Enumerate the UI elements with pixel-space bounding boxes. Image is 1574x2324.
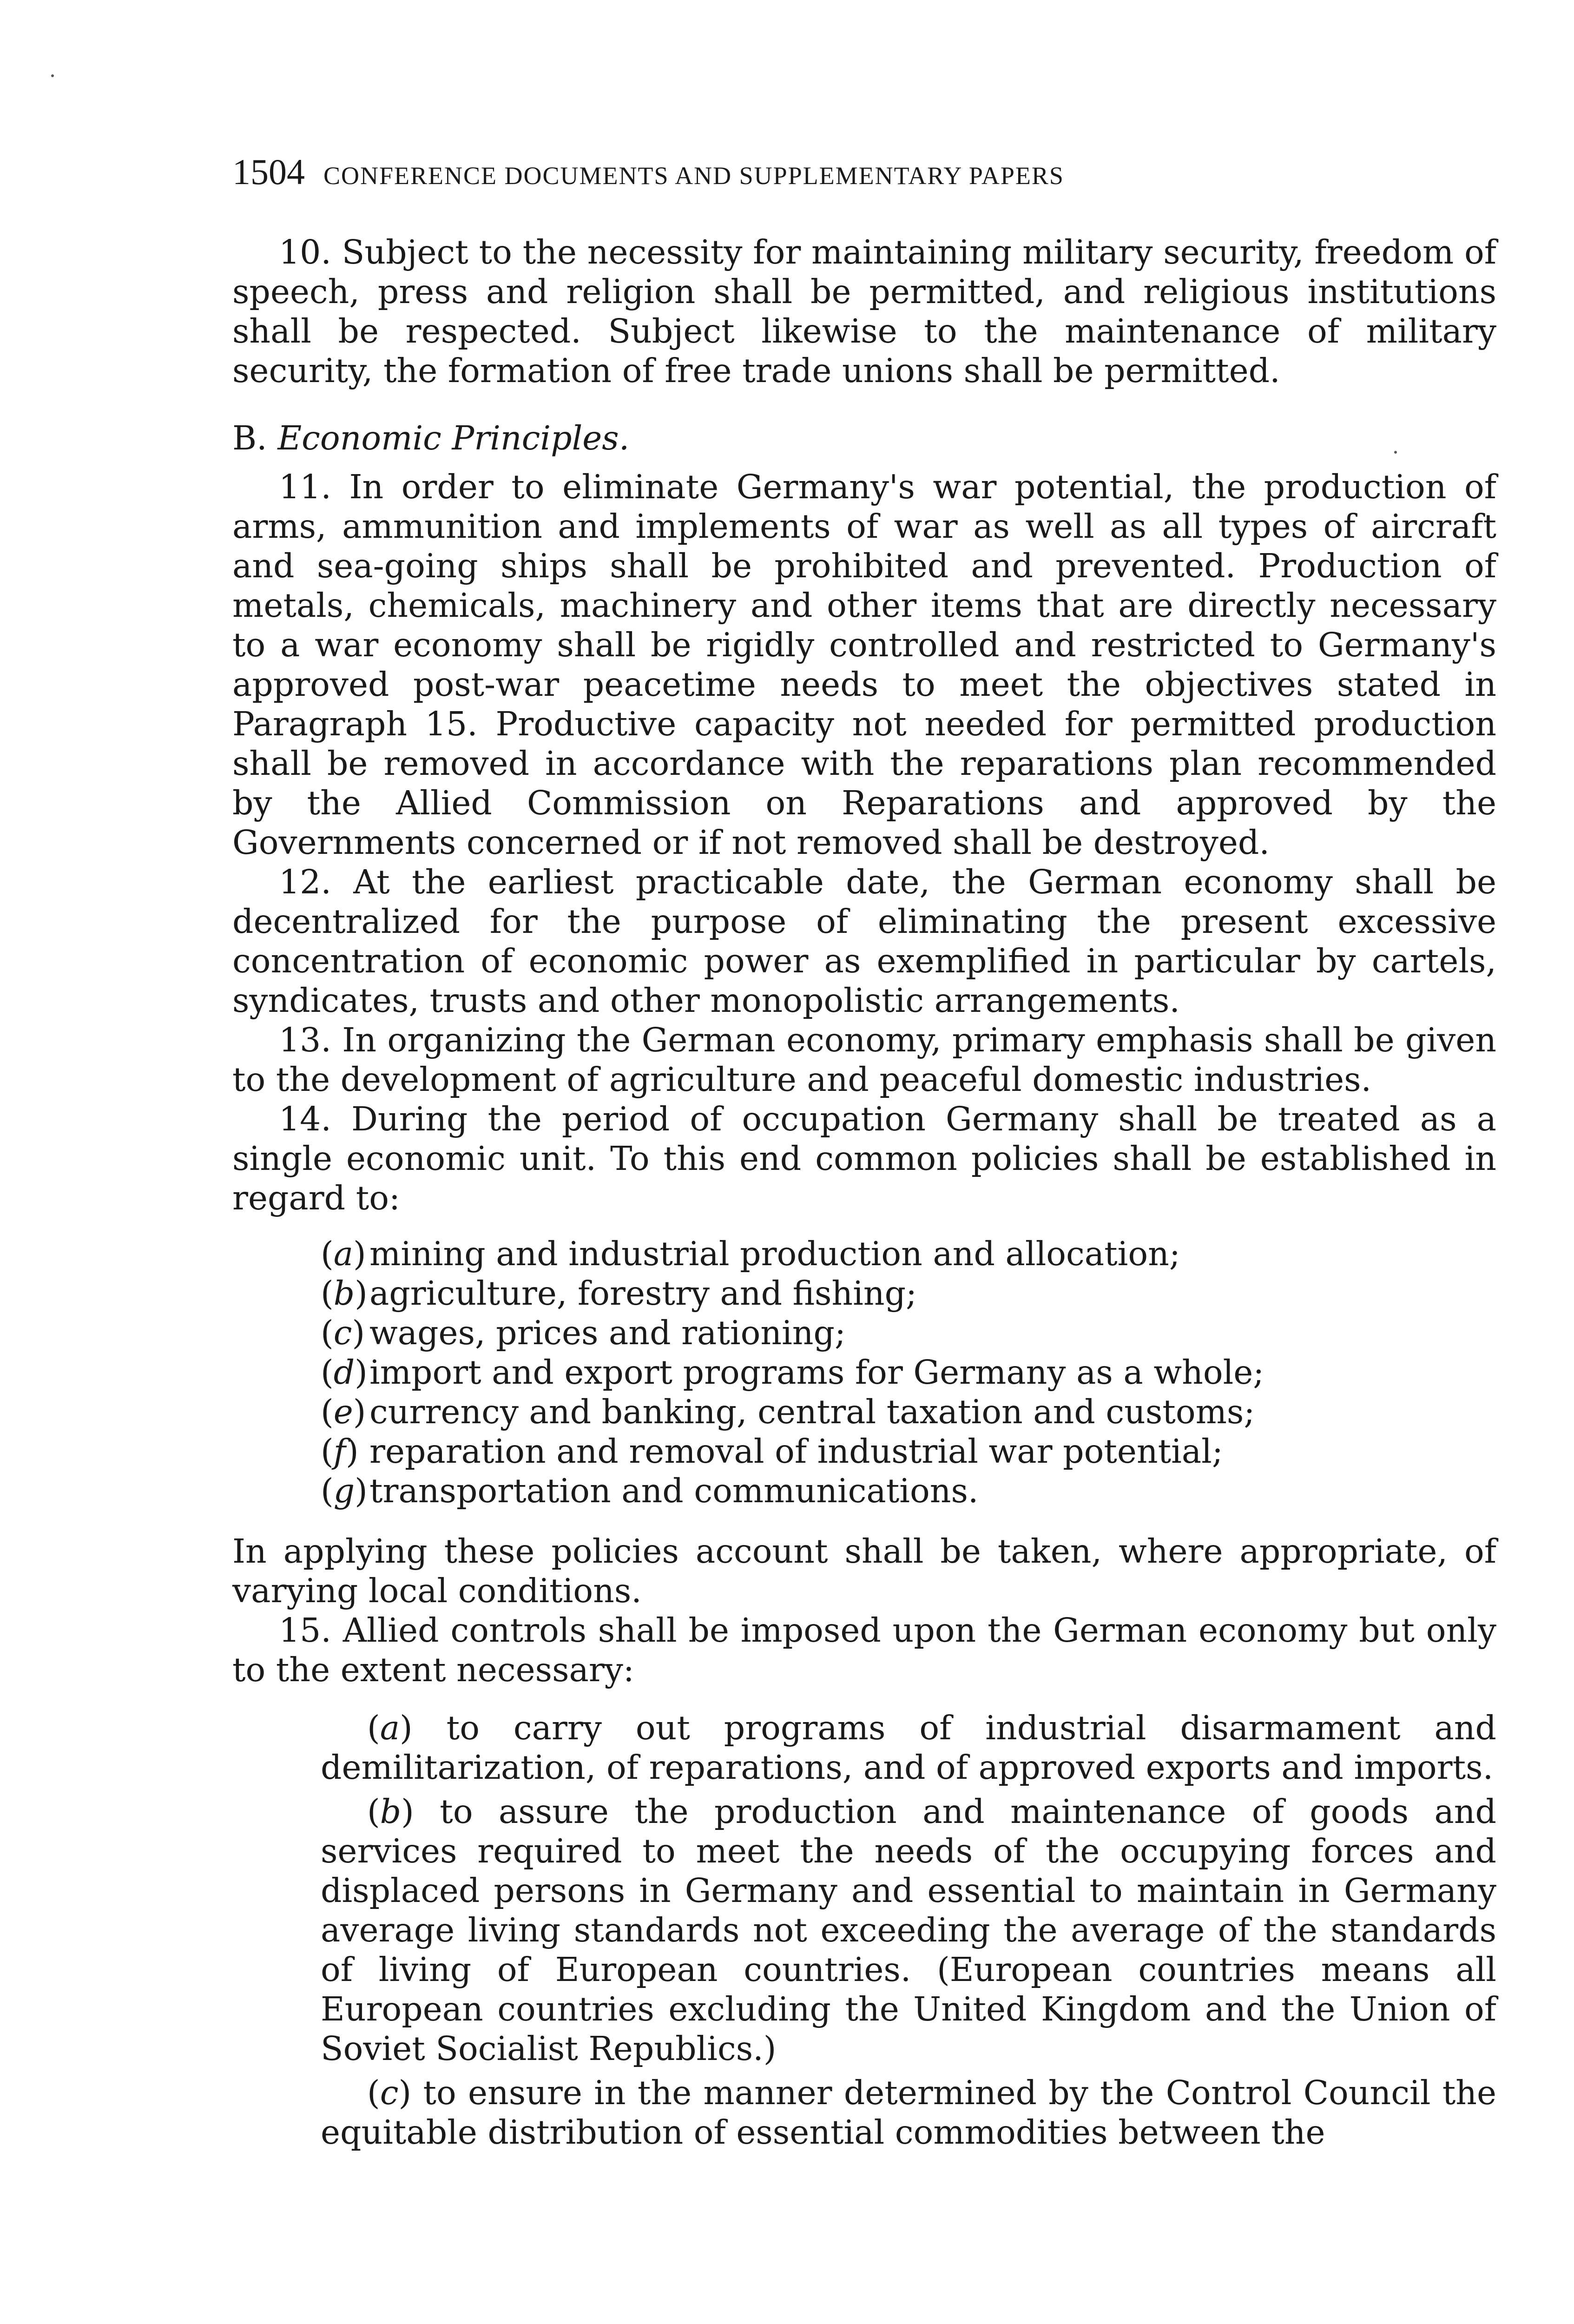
list-letter: (c) xyxy=(321,1314,365,1352)
policy-list xyxy=(321,1234,1496,1511)
list-letter: (f) xyxy=(321,1432,359,1471)
list-item-text: agriculture, forestry and fishing; xyxy=(369,1274,917,1313)
list-item-text: to assure the production and maintenance of goods and services required to meet the needs of the occupying forces and displaced persons in Germany and essential to maintain in Germany average living standards not exceeding the average of the standards of living of European countries. (European countries means all European countries excluding the United Kingdom and the Union of Soviet Socialist Republics.) xyxy=(321,1792,1496,2068)
list-letter: c xyxy=(380,2073,399,2112)
paragraph-14: 14. During the period of occupation Germany shall be treated as a single economic unit. To this end common policies shall be established in regard to: xyxy=(232,1100,1496,1217)
document-body xyxy=(232,232,1496,2152)
list-item: (b) to assure the production and maintenance of goods and services required to meet the needs of the occupying forces and displaced persons in Germany and essential to maintain in Germany average living standards not exceeding the average of the standards of living of European countries. (European countries means all European countries excluding the United Kingdom and the Union of Soviet Socialist Republics.) xyxy=(321,1792,1496,2068)
list-item-text: wages, prices and rationing; xyxy=(369,1314,846,1352)
list-letter: (b) xyxy=(321,1274,368,1313)
list-item xyxy=(321,1392,1496,1432)
list-letter: (d) xyxy=(321,1353,368,1392)
paragraph-10: 10. Subject to the necessity for maintaining military security, freedom of speech, press and religion shall be permitted, and religious institutions shall be respected. Subject likewise to the maintenance of military security, the formation of free trade unions shall be permitted. xyxy=(232,233,1496,390)
page-number: 1504 xyxy=(232,152,305,192)
list-item xyxy=(321,1234,1496,1274)
list-item-text: mining and industrial production and allocation; xyxy=(369,1235,1180,1273)
section-label: B. xyxy=(232,419,267,457)
list-letter: (g) xyxy=(321,1472,368,1510)
paragraph-14-continuation: In applying these policies account shall be taken, where appropriate, of varying local conditions. xyxy=(232,1532,1496,1610)
list-item-text: to ensure in the manner determined by the Control Council the equitable distribution of essential commodities between the xyxy=(321,2073,1496,2152)
paragraph-15: 15. Allied controls shall be imposed upon the German economy but only to the extent necessary: xyxy=(232,1611,1496,1689)
paragraph-13: 13. In organizing the German economy, primary emphasis shall be given to the development of agriculture and peaceful domestic industries. xyxy=(232,1021,1496,1099)
list-item-text: reparation and removal of industrial war potential; xyxy=(369,1432,1223,1471)
list-letter: (e) xyxy=(321,1393,366,1431)
list-item xyxy=(321,1432,1496,1471)
list-item xyxy=(321,1471,1496,1511)
list-item: (c) to ensure in the manner determined by the Control Council the equitable distribution of essential commodities between the xyxy=(321,2073,1496,2152)
section-heading-b xyxy=(232,418,1496,458)
running-title: CONFERENCE DOCUMENTS AND SUPPLEMENTARY PAPERS xyxy=(323,162,1064,190)
paragraph-11: 11. In order to eliminate Germany's war potential, the production of arms, ammunition and implements of war as well as all types of aircraft and sea-going ships shall be prohibited and prevented. Production of metals, chemicals, machinery and other items that are directly necessary to a war economy shall be rigidly controlled and restricted to Germany's approved post-war peacetime needs to meet the objectives stated in Paragraph 15. Productive capacity not needed for permitted production shall be removed in accordance with the reparations plan recommended by the Allied Commission on Reparations and approved by the Governments concerned or if not removed shall be destroyed. xyxy=(232,468,1496,862)
list-letter: b xyxy=(380,1792,402,1831)
list-item-text: transportation and communications. xyxy=(369,1472,979,1510)
scan-speck xyxy=(51,74,54,77)
list-item xyxy=(321,1274,1496,1313)
controls-list xyxy=(321,1708,1496,2152)
list-item xyxy=(321,1353,1496,1392)
list-item: (a) to carry out programs of industrial disarmament and demilitarization, of reparations, and of approved exports and imports. xyxy=(321,1709,1496,1787)
paragraph-12: 12. At the earliest practicable date, the German economy shall be decentralized for the purpose of eliminating the present excessive concentration of economic power as exemplified in particular by cartels, syndicates, trusts and other monopolistic arrangements. xyxy=(232,863,1496,1020)
section-title: Economic Principles. xyxy=(277,419,630,457)
list-item-text: import and export programs for Germany as a whole; xyxy=(369,1353,1264,1392)
list-item xyxy=(321,1313,1496,1353)
list-item-text: to carry out programs of industrial disarmament and demilitarization, of reparations, and of approved exports and imports. xyxy=(321,1709,1496,1787)
list-letter: (a) xyxy=(321,1235,366,1273)
list-letter: a xyxy=(380,1709,400,1747)
page-header xyxy=(232,151,1496,193)
list-item-text: currency and banking, central taxation and customs; xyxy=(369,1393,1255,1431)
